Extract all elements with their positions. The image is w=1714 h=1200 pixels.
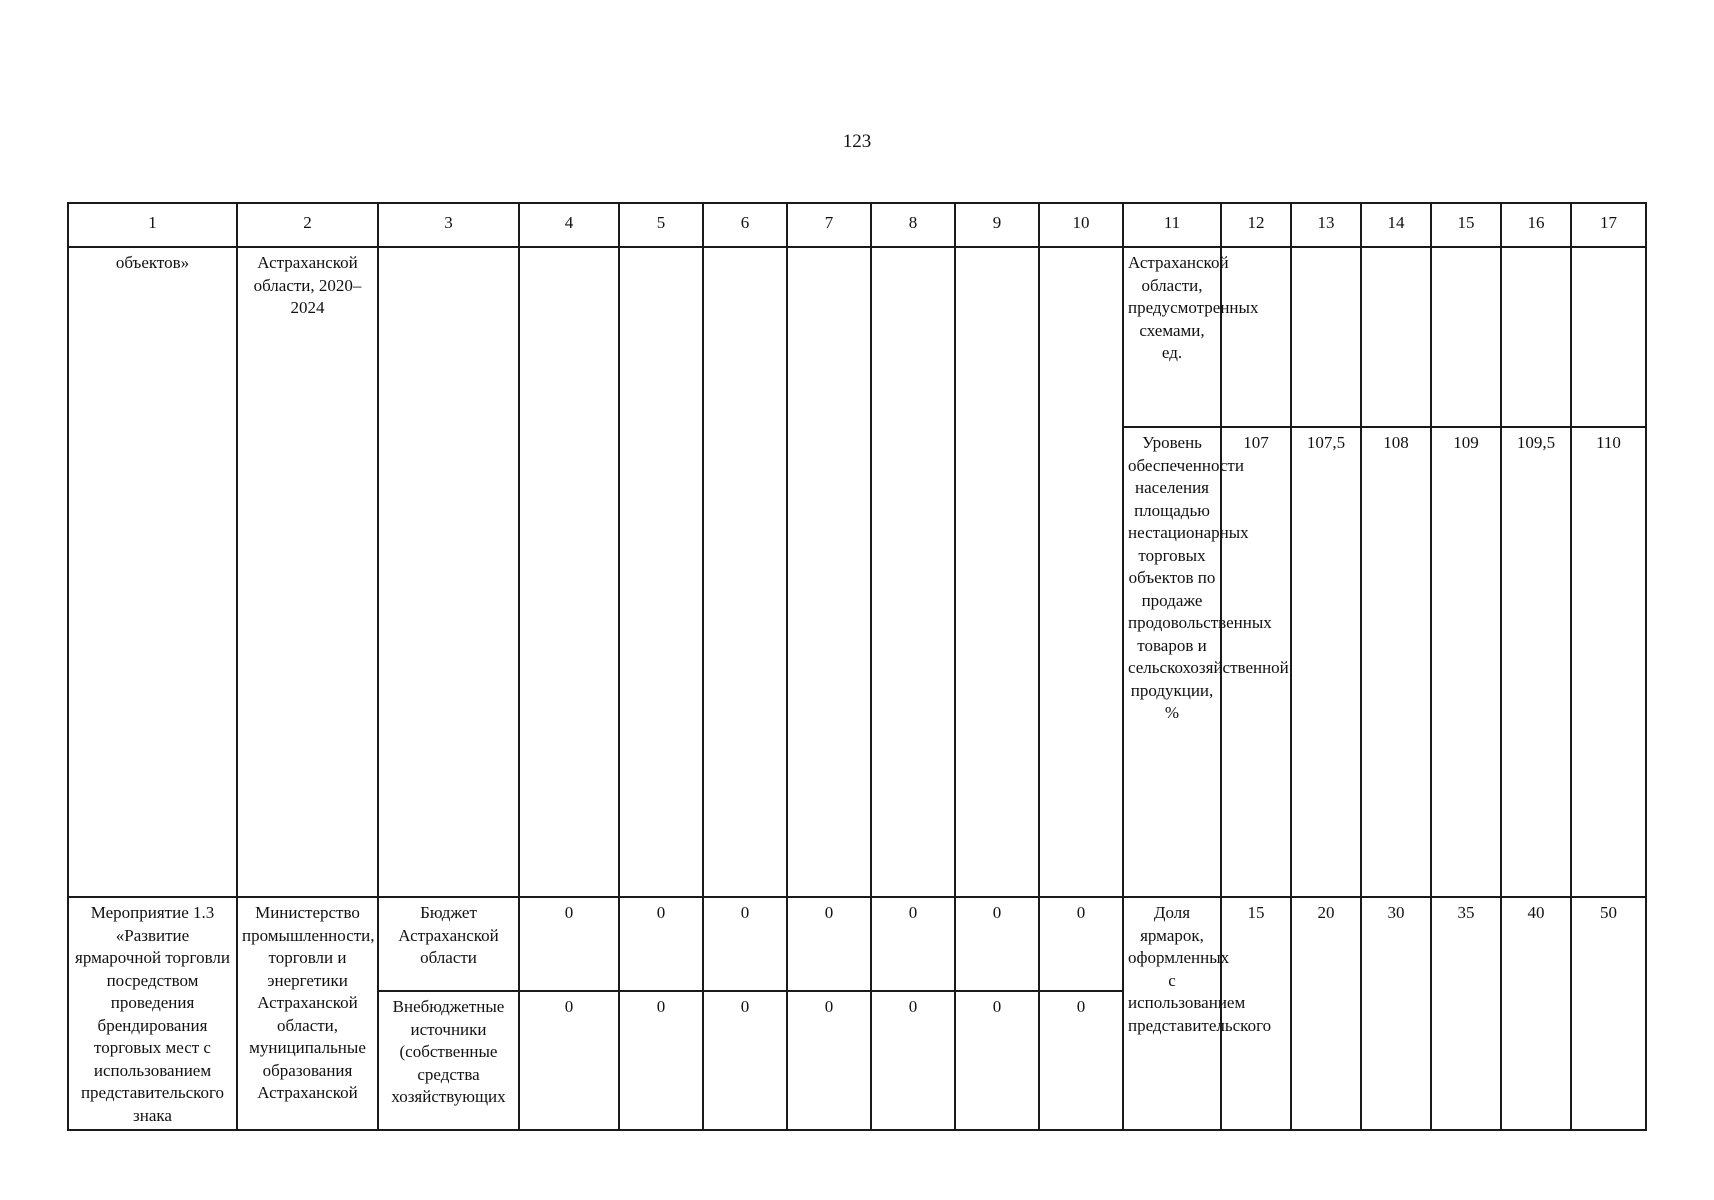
header-cell: 14 xyxy=(1361,203,1431,247)
indicator-text: Астраханской области, предусмотренных схемами, ед. xyxy=(1128,253,1259,362)
header-cell: 17 xyxy=(1571,203,1646,247)
value-cell: 0 xyxy=(1039,897,1123,991)
header-cell: 16 xyxy=(1501,203,1571,247)
header-cell: 4 xyxy=(519,203,619,247)
target-value-cell: 15 xyxy=(1221,897,1291,1130)
target-value-cell: 107 xyxy=(1221,427,1291,897)
header-cell: 15 xyxy=(1431,203,1501,247)
header-cell: 13 xyxy=(1291,203,1361,247)
value-cell: 0 xyxy=(1039,991,1123,1130)
target-value-cell: 20 xyxy=(1291,897,1361,1130)
target-value-cell: 50 xyxy=(1571,897,1646,1130)
source-cell xyxy=(378,247,519,897)
value-cell xyxy=(1039,247,1123,897)
header-cell: 10 xyxy=(1039,203,1123,247)
target-value-cell xyxy=(1571,247,1646,427)
value-cell: 0 xyxy=(519,991,619,1130)
target-value-cell: 108 xyxy=(1361,427,1431,897)
value-cell: 0 xyxy=(955,897,1039,991)
target-value-cell: 107,5 xyxy=(1291,427,1361,897)
header-cell: 11 xyxy=(1123,203,1221,247)
value-cell xyxy=(871,247,955,897)
target-value-cell xyxy=(1431,247,1501,427)
value-cell: 0 xyxy=(787,897,871,991)
target-value-cell xyxy=(1501,247,1571,427)
target-value-cell xyxy=(1291,247,1361,427)
table-row xyxy=(68,247,1646,427)
header-cell: 1 xyxy=(68,203,237,247)
source-cell: Внебюджетные источники (собственные средства хозяйствующих xyxy=(378,991,519,1130)
value-cell xyxy=(955,247,1039,897)
source-cell: Бюджет Астраханской области xyxy=(378,897,519,991)
header-cell: 6 xyxy=(703,203,787,247)
value-cell xyxy=(703,247,787,897)
target-value-cell: 109,5 xyxy=(1501,427,1571,897)
header-cell: 3 xyxy=(378,203,519,247)
header-cell: 9 xyxy=(955,203,1039,247)
target-value-cell: 35 xyxy=(1431,897,1501,1130)
value-cell xyxy=(787,247,871,897)
value-cell: 0 xyxy=(619,897,703,991)
value-cell: 0 xyxy=(519,897,619,991)
value-cell: 0 xyxy=(871,897,955,991)
target-value-cell xyxy=(1221,247,1291,427)
value-cell: 0 xyxy=(955,991,1039,1130)
measure-name-cell: объектов» xyxy=(68,247,237,897)
target-value-cell: 109 xyxy=(1431,427,1501,897)
program-table xyxy=(67,202,1647,1131)
table-row xyxy=(68,897,1646,991)
header-cell: 5 xyxy=(619,203,703,247)
value-cell: 0 xyxy=(787,991,871,1130)
header-cell: 2 xyxy=(237,203,378,247)
executor-cell: Министерство промышленности, торговли и энергетики Астраханской области, муниципальные образования Астраханской xyxy=(237,897,378,1130)
header-cell: 12 xyxy=(1221,203,1291,247)
value-cell xyxy=(519,247,619,897)
value-cell: 0 xyxy=(703,897,787,991)
page-number: 123 xyxy=(842,131,872,152)
header-row xyxy=(68,203,1646,247)
measure-name-cell: Мероприятие 1.3 «Развитие ярмарочной торговли посредством проведения брендирования торговых мест с использованием представительского знака xyxy=(68,897,237,1130)
executor-cell: Астраханской области, 2020–2024 xyxy=(237,247,378,897)
indicator-text: Уровень обеспеченности населения площадью нестационарных торговых объектов по продаже продовольственных товаров и сельскохозяйственной продукции, % xyxy=(1128,433,1289,722)
target-value-cell xyxy=(1361,247,1431,427)
value-cell: 0 xyxy=(619,991,703,1130)
indicator-text: Доля ярмарок, оформленных с использованием представительского xyxy=(1128,903,1272,1035)
header-cell: 7 xyxy=(787,203,871,247)
target-value-cell: 110 xyxy=(1571,427,1646,897)
value-cell xyxy=(619,247,703,897)
value-cell: 0 xyxy=(703,991,787,1130)
header-cell: 8 xyxy=(871,203,955,247)
value-cell: 0 xyxy=(871,991,955,1130)
target-value-cell: 40 xyxy=(1501,897,1571,1130)
target-value-cell: 30 xyxy=(1361,897,1431,1130)
indicator-cell xyxy=(1123,247,1259,427)
